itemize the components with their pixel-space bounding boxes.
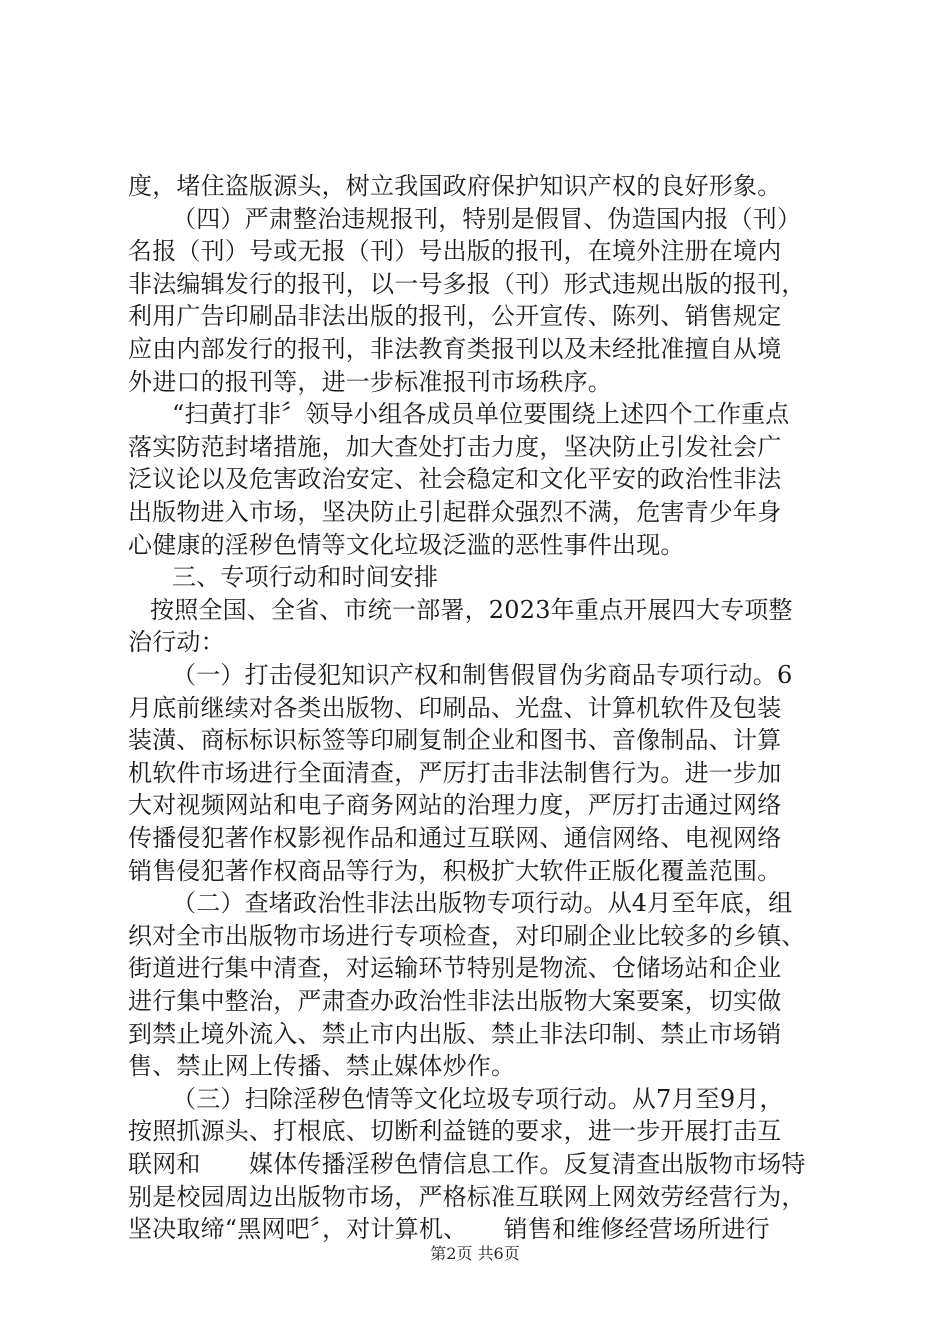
text-line: 外进口的报刊等，进一步标准报刊市场秩序。	[128, 367, 612, 396]
text-line: 名报（刊）号或无报（刊）号出版的报刊，在境外注册在境内	[128, 237, 782, 266]
text-line: 按照抓源头、打根底、切断利益链的要求，进一步开展打击互	[128, 1117, 782, 1146]
text-line: 别是校园周边出版物市场，严格标准互联网上网效劳经营行为，	[128, 1182, 806, 1211]
text-line: 落实防范封堵措施，加大查处打击力度，坚决防止引发社会广	[128, 432, 782, 461]
text-line: 坚决取缔“黑网吧〞，对计算机、 销售和维修经营场所进行	[128, 1215, 770, 1244]
text-line: 进行集中整治，严肃查办政治性非法出版物大案要案，切实做	[128, 987, 782, 1015]
text-line: （三）扫除淫秽色情等文化垃圾专项行动。从7月至9月，	[172, 1084, 784, 1113]
text-line: 售、禁止网上传播、禁止媒体炒作。	[128, 1052, 516, 1081]
text-line: （四）严肃整治违规报刊，特别是假冒、伪造国内报（刊）	[172, 204, 802, 233]
text-line: 街道进行集中清查，对运输环节特别是物流、仓储场站和企业	[128, 954, 782, 983]
text-line: （二）查堵政治性非法出版物专项行动。从4月至年底，组	[172, 889, 793, 918]
text-line: 大对视频网站和电子商务网站的治理力度，严厉打击通过网络	[128, 791, 782, 820]
text-line: 心健康的淫秽色情等文化垃圾泛滥的恶性事件出现。	[128, 530, 685, 559]
text-line: 治行动：	[128, 628, 225, 657]
text-line: 月底前继续对各类出版物、印刷品、光盘、计算机软件及包装	[128, 693, 782, 722]
section-heading: 三、专项行动和时间安排	[172, 563, 439, 592]
text-line: 利用广告印刷品非法出版的报刊，公开宣传、陈列、销售规定	[128, 302, 782, 331]
text-line: 销售侵犯著作权商品等行为，积极扩大软件正版化覆盖范围。	[128, 856, 782, 885]
text-line: 泛议论以及危害政治安定、社会稳定和文化平安的政治性非法	[128, 465, 782, 494]
text-line: 机软件市场进行全面清查，严厉打击非法制售行为。进一步加	[128, 758, 782, 787]
text-line: 非法编辑发行的报刊，以一号多报（刊）形式违规出版的报刊，	[128, 269, 806, 298]
text-line: 出版物进入市场，坚决防止引起群众强烈不满，危害青少年身	[128, 498, 782, 526]
text-line: “扫黄打非〞领导小组各成员单位要围绕上述四个工作重点	[172, 400, 790, 429]
text-line: 应由内部发行的报刊，非法教育类报刊以及未经批准擅自从境	[128, 335, 782, 363]
text-line: 联网和 媒体传播淫秽色情信息工作。反复清查出版物市场特	[128, 1150, 806, 1178]
text-line: 传播侵犯著作权影视作品和通过互联网、通信网络、电视网络	[128, 824, 782, 852]
text-line: 织对全市出版物市场进行专项检查，对印刷企业比较多的乡镇、	[128, 921, 806, 950]
page-number-footer: 第2页 共6页	[430, 1244, 520, 1263]
text-line: 到禁止境外流入、禁止市内出版、禁止非法印制、禁止市场销	[128, 1019, 782, 1048]
text-line: 度，堵住盗版源头，树立我国政府保护知识产权的良好形象。	[128, 172, 782, 200]
text-line: 装潢、商标标识标签等印刷复制企业和图书、音像制品、计算	[128, 726, 782, 755]
text-line: 按照全国、全省、市统一部署，2023年重点开展四大专项整	[150, 595, 793, 624]
text-line: （一）打击侵犯知识产权和制售假冒伪劣商品专项行动。6	[172, 661, 793, 689]
